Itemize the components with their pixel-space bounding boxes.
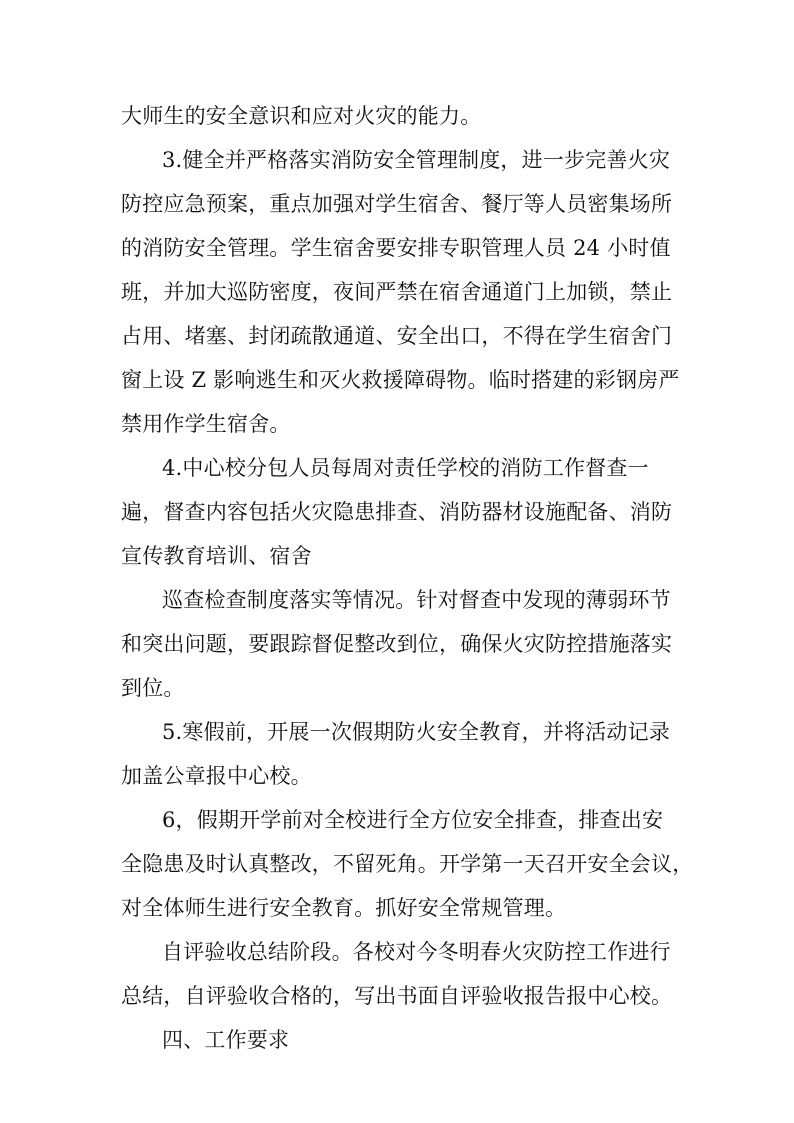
text-line: 3.健全并严格落实消防安全管理制度，进一步完善火灾 bbox=[162, 148, 671, 172]
text-line: 大师生的安全意识和应对火灾的能力。 bbox=[121, 104, 482, 128]
text-line: 总结，自评验收合格的，写出书面自评验收报告报中心校。 bbox=[121, 984, 673, 1008]
text-line: 班，并加大巡防密度，夜间严禁在宿舍通道门上加锁，禁止 bbox=[121, 280, 673, 304]
text-line: 窗上设 Z 影响逃生和灭火救援障碍物。临时搭建的彩钢房严 bbox=[121, 368, 680, 392]
text-line: 4.中心校分包人员每周对责任学校的消防工作督查一 bbox=[162, 456, 649, 480]
text-line: 5.寒假前，开展一次假期防火安全教育，并将活动记录 bbox=[162, 720, 671, 744]
text-line: 自评验收总结阶段。各校对今冬明春火灾防控工作进行 bbox=[162, 940, 671, 964]
text-line: 防控应急预案，重点加强对学生宿舍、餐厅等人员密集场所 bbox=[121, 192, 673, 216]
text-line: 宣传教育培训、宿舍 bbox=[121, 544, 312, 568]
text-line: 6，假期开学前对全校进行全方位安全排查，排查出安 bbox=[162, 808, 664, 832]
text-line: 巡查检查制度落实等情况。针对督查中发现的薄弱环节 bbox=[162, 588, 671, 612]
text-line: 加盖公章报中心校。 bbox=[121, 764, 312, 788]
text-line: 的消防安全管理。学生宿舍要安排专职管理人员 24 小时值 bbox=[121, 236, 671, 260]
text-line: 到位。 bbox=[121, 676, 185, 700]
text-line: 和突出问题，要跟踪督促整改到位，确保火灾防控措施落实 bbox=[121, 632, 673, 656]
section-heading: 四、工作要求 bbox=[162, 1028, 290, 1052]
text-line: 遍，督查内容包括火灾隐患排查、消防器材设施配备、消防 bbox=[121, 500, 673, 524]
text-line: 全隐患及时认真整改，不留死角。开学第一天召开安全会议， bbox=[121, 852, 694, 876]
text-line: 禁用作学生宿舍。 bbox=[121, 412, 291, 436]
text-line: 对全体师生进行安全教育。抓好安全常规管理。 bbox=[121, 896, 567, 920]
text-line: 占用、堵塞、封闭疏散通道、安全出口，不得在学生宿舍门 bbox=[121, 324, 673, 348]
